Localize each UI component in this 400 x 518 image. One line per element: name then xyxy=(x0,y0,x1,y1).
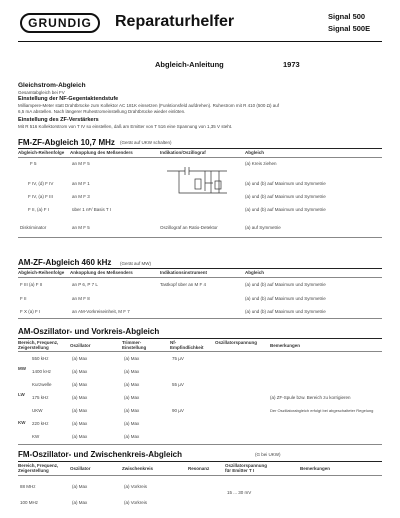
am-zf-col-0: Abgleich-Reihenfolge xyxy=(18,270,65,275)
fm-zf-r4-c0: Diskriminator xyxy=(20,225,47,230)
am-osz-band-kw: KW xyxy=(18,420,26,425)
am-zf-r1-c0: F II xyxy=(20,296,27,301)
model-1: Signal 500 xyxy=(328,12,366,21)
fm-zf-note: (Gerät auf UKW schalten) xyxy=(120,140,172,145)
am-osz-r4-c1: (a) Max xyxy=(72,408,88,413)
fm-zf-circuit-diagram xyxy=(165,163,235,201)
am-zf-r2-c3: (a) und (b) auf Maximum und Symmetrie xyxy=(245,309,326,314)
am-zf-note: (Gerät auf MW) xyxy=(120,261,152,266)
am-osz-col-1: Oszillator xyxy=(70,343,91,348)
am-zf-rule-head xyxy=(18,277,382,278)
am-osz-r2-c3: 55 µV xyxy=(172,382,184,387)
fm-zf-r4-c1: an M F 5 xyxy=(72,225,90,230)
fm-osz-r0-c1: (a) Max xyxy=(72,484,88,489)
am-osz-r3-c1: (a) Max xyxy=(72,395,88,400)
fm-zf-r2-c1: an M F 3 xyxy=(72,194,90,199)
header-rule xyxy=(18,41,382,42)
am-zf-col-2: Indikationsinstrument xyxy=(160,270,208,275)
fm-zf-r1-c0: F IV, (d) F IV xyxy=(28,181,54,186)
am-osz-col-3: Nf-Empfindlichkeit xyxy=(170,340,204,350)
am-osz-col-5: Bemerkungen xyxy=(270,343,301,348)
am-osz-r1-c0: 1400 kHz xyxy=(32,369,52,374)
model-2: Signal 500E xyxy=(328,24,371,33)
am-osz-title: AM-Oszillator- und Vorkreis-Abgleich xyxy=(18,327,160,336)
am-zf-title: AM-ZF-Abgleich 460 kHz xyxy=(18,258,112,267)
am-osz-band-lw: LW xyxy=(18,392,25,397)
fm-osz-col-1: Oszillator xyxy=(70,466,91,471)
fm-osz-r1-c1: (a) Max xyxy=(72,500,88,505)
fm-zf-r3-c0: F II, (a) F I xyxy=(28,207,49,212)
fm-zf-r1-c1: an M F 1 xyxy=(72,181,90,186)
gleichstrom-title: Gleichstrom-Abgleich xyxy=(18,82,86,89)
am-zf-r2-c1: an AM-Vorkreiseinheit, M F 7 xyxy=(72,309,130,314)
fm-zf-r0-c0: F 5 xyxy=(30,161,37,166)
fm-osz-r1-c2: (a) Vorkreis xyxy=(124,500,148,505)
am-osz-r6-c2: (a) Max xyxy=(124,434,140,439)
fm-zf-r4-c2: Oszillograf an Ratio-Detektor xyxy=(160,225,218,230)
fm-osz-r1-c0: 100 MHz xyxy=(20,500,39,505)
fm-osz-rule-head xyxy=(18,475,382,476)
am-osz-r1-c2: (a) Max xyxy=(124,369,140,374)
fm-zf-r2-c0: F IV, (a) F III xyxy=(28,194,53,199)
am-zf-rule-top xyxy=(18,268,382,269)
fm-osz-col-3: Resonanz xyxy=(188,466,210,471)
am-osz-rule-head xyxy=(18,351,382,352)
page-title: Reparaturhelfer xyxy=(115,13,235,30)
am-osz-r3-c5: (a) ZF-Spule bzw. Bereich zu korrigieren xyxy=(270,395,351,400)
am-osz-r6-c0: KW xyxy=(32,434,40,439)
fm-osz-note: (G bei UKW) xyxy=(255,452,281,457)
am-osz-r0-c2: (a) Max xyxy=(124,356,140,361)
am-osz-r5-c2: (a) Max xyxy=(124,421,140,426)
fm-osz-r0-c2: (a) Vorkreis xyxy=(124,484,148,489)
fm-zf-col-2: Indikation/Oszillograf xyxy=(160,150,206,155)
fm-osz-col-5: Bemerkungen xyxy=(300,466,331,471)
fm-osz-col-4: Oszillatorspannung für Emitter T I xyxy=(225,463,268,473)
doc-subtitle: Abgleich-Anleitung xyxy=(155,60,224,69)
am-osz-r3-c0: 175 kHz xyxy=(32,395,49,400)
fm-zf-r0-c1: an M F 5 xyxy=(72,161,90,166)
am-osz-col-2: Trimmer-Einstellung xyxy=(122,340,147,350)
fm-zf-col-1: Ankopplung des Meßsenders xyxy=(70,150,133,155)
am-osz-r0-c1: (a) Max xyxy=(72,356,88,361)
am-osz-r5-c0: 220 kHz xyxy=(32,421,49,426)
am-osz-r3-c2: (a) Max xyxy=(124,395,140,400)
fm-zf-rule-head xyxy=(18,157,382,158)
am-zf-col-1: Ankopplung des Meßsenders xyxy=(70,270,133,275)
am-osz-r0-c3: 75 µV xyxy=(172,356,184,361)
am-osz-r4-c0: UKW xyxy=(32,408,43,413)
fm-osz-col-2: Zwischenkreis xyxy=(122,466,154,471)
am-osz-band-mw: MW xyxy=(18,366,26,371)
fm-zf-r2-c3: (a) und (b) auf Maximum und Symmetrie xyxy=(245,194,326,199)
am-osz-r0-c0: 550 kHz xyxy=(32,356,49,361)
fm-osz-rule-top xyxy=(18,461,382,462)
am-osz-rule-bottom xyxy=(18,444,382,445)
fm-osz-r0-c4: 15 ... 30 mV xyxy=(227,490,252,495)
am-osz-r2-c1: (a) Max xyxy=(72,382,88,387)
nf-text1: Milliampere-Meter statt Drahtbrücke zum Kollektor AC 181K einsetzen (Funktionsfeld aufdrehen). Ruhestrom mit R 410 (500 Ω) auf xyxy=(18,103,279,108)
am-osz-r6-c1: (a) Max xyxy=(72,434,88,439)
am-zf-r0-c1: an P 6, P 7 L xyxy=(72,282,98,287)
nf-text2: 6,5 mA abstellen. Nach längerer Ruhestromeinstellung Drahtbrücke wieder einlöten. xyxy=(18,109,186,114)
fm-osz-col-0: Bereich, Frequenz, Zeigerstellung xyxy=(18,463,59,473)
am-zf-rule-bottom xyxy=(18,318,382,319)
fm-zf-r4-c3: (a) auf Symmetrie xyxy=(245,225,281,230)
zf-title: Einstellung des ZF-Verstärkers xyxy=(18,117,99,123)
am-zf-r1-c1: an M F 8 xyxy=(72,296,90,301)
zf-text: Mit R 516 Kollektorstrom von T IV so einstellen, daß am Emitter von T 516 eine Spannung von 1,35 V steht. xyxy=(18,124,233,129)
fm-zf-title: FM-ZF-Abgleich 10,7 MHz xyxy=(18,138,115,147)
am-osz-r4-c2: (a) Max xyxy=(124,408,140,413)
fm-zf-r3-c1: über 1 nF/ Basis T I xyxy=(72,207,112,212)
fm-zf-rule-top xyxy=(18,148,382,149)
fm-zf-rule-bottom xyxy=(18,237,382,238)
am-osz-r5-c1: (a) Max xyxy=(72,421,88,426)
am-osz-r2-c0: Kurzwelle xyxy=(32,382,52,387)
am-osz-rule-top xyxy=(18,338,382,339)
am-zf-r2-c0: F X (a) F I xyxy=(20,309,41,314)
am-osz-r4-c3: 90 µV xyxy=(172,408,184,413)
am-osz-col-4: Oszillatorspannung xyxy=(215,340,258,345)
am-zf-r0-c2: Tastkopf über an M F 4 xyxy=(160,282,207,287)
am-osz-r1-c1: (a) Max xyxy=(72,369,88,374)
doc-year: 1973 xyxy=(283,60,300,69)
am-osz-col-0: Bereich, Frequenz, Zeigerstellung xyxy=(18,340,59,350)
fm-zf-r3-c3: (a) und (b) auf Maximum und Symmetrie xyxy=(245,207,326,212)
fm-zf-col-3: Abgleich xyxy=(245,150,265,155)
fm-osz-r0-c0: 88 MHz xyxy=(20,484,36,489)
fm-osz-title: FM-Oszillator- und Zwischenkreis-Abgleich xyxy=(18,450,183,459)
am-zf-r0-c3: (a) und (b) auf Maximum und Symmetrie xyxy=(245,282,326,287)
am-zf-col-3: Abgleich xyxy=(245,270,265,275)
fm-zf-r0-c3: (a) Kreis ziehen xyxy=(245,161,277,166)
am-zf-r1-c3: (a) und (b) auf Maximum und Symmetrie xyxy=(245,296,326,301)
am-osz-r4-c5: Der Oszillatorabgleich erfolgt bei abgeschalteter Regelung xyxy=(270,408,374,413)
nf-title: Einstellung der NF-Gegentaktendstufe xyxy=(18,96,119,102)
am-zf-r0-c0: F III (a) F II xyxy=(20,282,43,287)
gleichstrom-line1: Gesamtabgleich bei FV xyxy=(18,90,65,95)
grundig-logo xyxy=(20,13,100,33)
fm-zf-col-0: Abgleich-Reihenfolge xyxy=(18,150,65,155)
fm-zf-r1-c3: (a) und (b) auf Maximum und Symmetrie xyxy=(245,181,326,186)
brand-text: GRUNDIG xyxy=(28,16,92,30)
am-osz-r2-c2: (a) Max xyxy=(124,382,140,387)
